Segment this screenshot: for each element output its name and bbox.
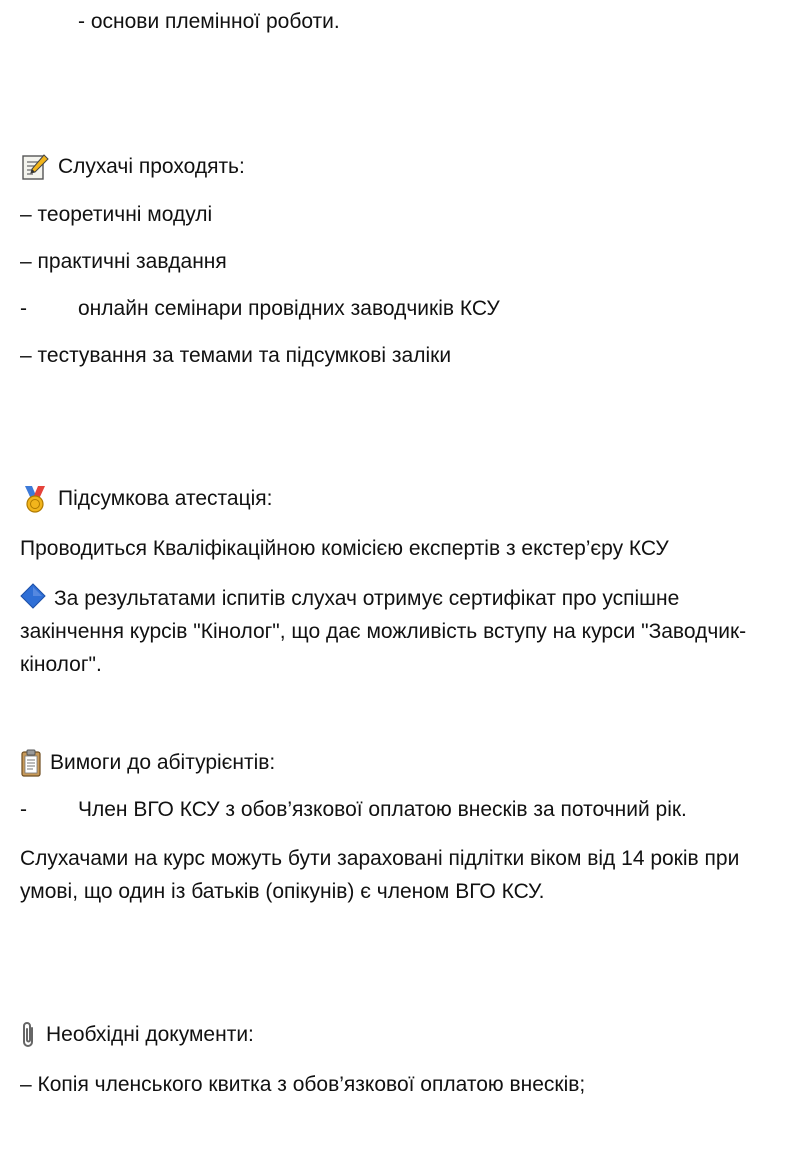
trainees-heading-row xyxy=(20,152,780,182)
paperclip-icon xyxy=(20,1020,38,1050)
trainees-item-seminars-text: онлайн семінари провідних заводчиків КСУ xyxy=(78,297,500,320)
requirements-heading: Вимоги до абітурієнтів: xyxy=(50,751,276,774)
trainees-item-seminars xyxy=(20,295,780,323)
documents-item-membership-card: – Копія членського квитка з обов’язкової оплатою внесків; xyxy=(20,1073,586,1096)
clipboard-icon xyxy=(20,748,42,778)
medal-icon xyxy=(20,484,50,514)
attestation-heading-row xyxy=(20,484,780,514)
certificate-paragraph xyxy=(20,582,780,681)
requirements-member-item xyxy=(20,796,780,824)
attestation-conducted-by: Проводиться Кваліфікаційною комісією експертів з екстер’єру КСУ xyxy=(20,537,669,560)
list-dash: - xyxy=(20,798,27,821)
trainees-item-practice: – практичні завдання xyxy=(20,250,227,273)
memo-icon xyxy=(20,152,50,182)
trainees-heading: Слухачі проходять: xyxy=(58,155,245,178)
trainees-item-testing: – тестування за темами та підсумкові заліки xyxy=(20,344,452,367)
documents-heading-row xyxy=(20,1020,780,1050)
document-page xyxy=(20,0,780,1151)
requirements-member-text: Член ВГО КСУ з обов’язкової оплатою внесків за поточний рік. xyxy=(78,798,687,821)
attestation-heading: Підсумкова атестація: xyxy=(58,487,273,510)
blue-diamond-icon xyxy=(20,583,46,609)
requirements-heading-row xyxy=(20,748,780,778)
breeding-basics-line: - основи племінної роботи. xyxy=(78,10,340,33)
certificate-text: За результатами іспитів слухач отримує сертифікат про успішне закінчення курсів "Кінолог", що дає можливість вступу на курси "Заводчик-кінолог". xyxy=(20,587,747,676)
list-dash: - xyxy=(20,297,27,320)
documents-heading: Необхідні документи: xyxy=(46,1023,254,1046)
requirements-age-note: Слухачами на курс можуть бути зараховані підлітки віком від 14 років при умові, що один із батьків (опікунів) є членом ВГО КСУ. xyxy=(20,847,740,903)
trainees-item-theory: – теоретичні модулі xyxy=(20,203,213,226)
